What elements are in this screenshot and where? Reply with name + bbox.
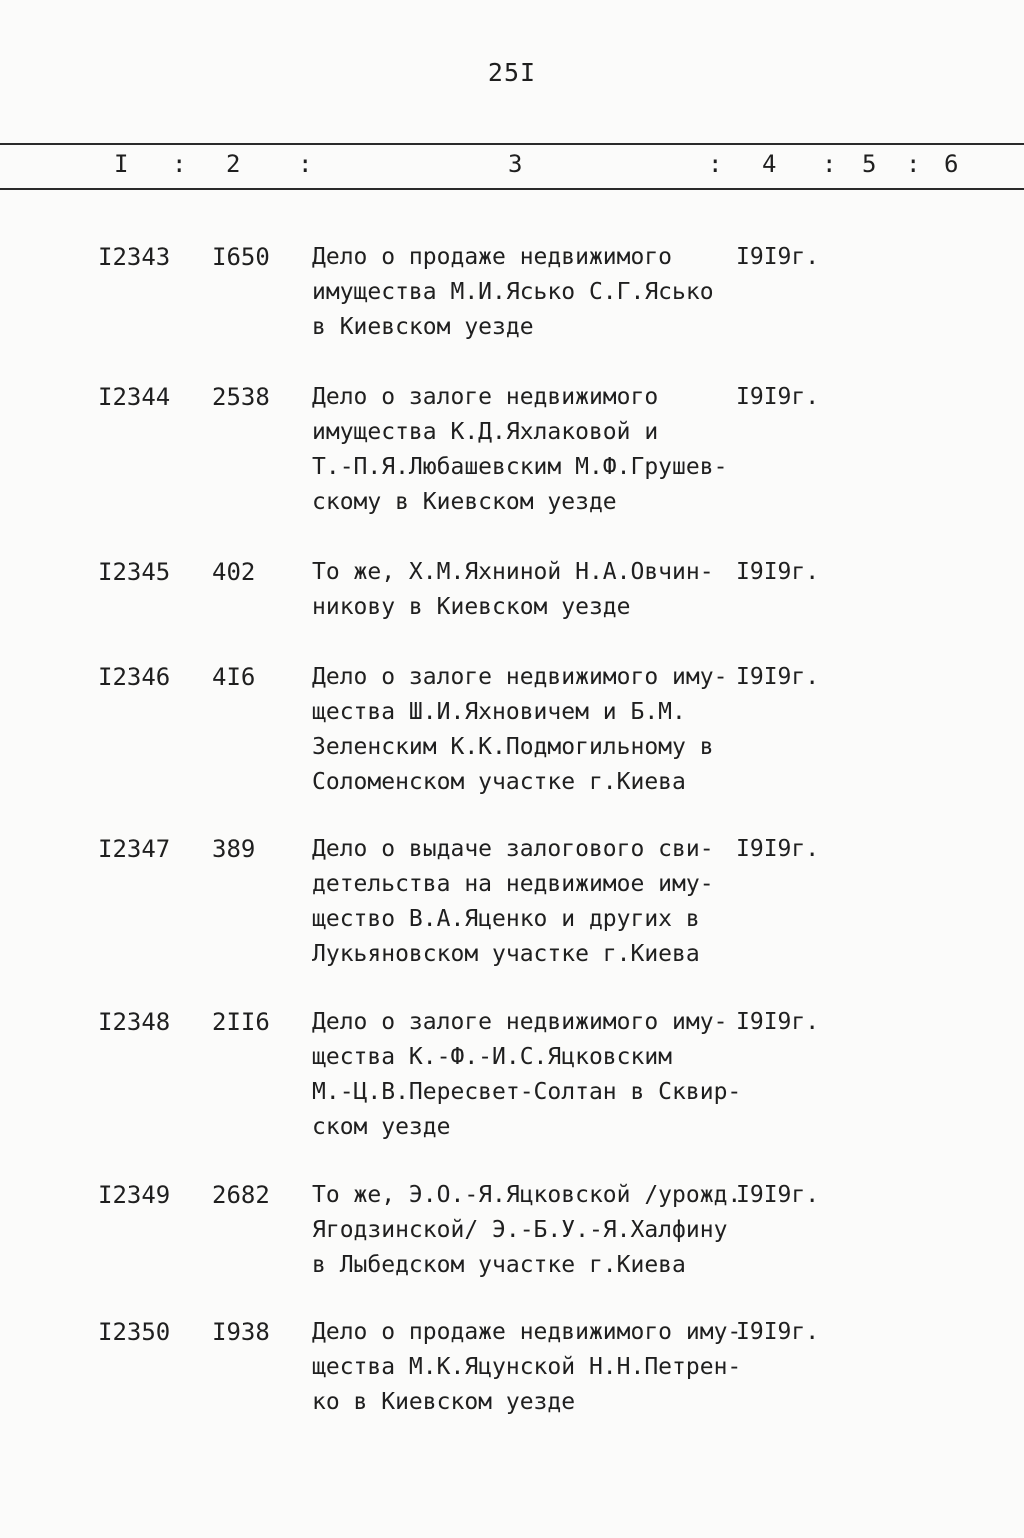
- record-date: I9I9г.: [736, 244, 820, 270]
- record-description: [312, 832, 752, 972]
- record-description-line: То же, Х.М.Яхниной Н.А.Овчин-: [312, 559, 714, 585]
- column-header-5: 5: [862, 150, 877, 178]
- record-description: [312, 1315, 752, 1420]
- record-date: I9I9г.: [736, 1009, 820, 1035]
- column-separator: :: [906, 150, 921, 178]
- record-number: I2345: [98, 558, 171, 586]
- record-number: I2343: [98, 243, 171, 271]
- record-date: I9I9г.: [736, 1319, 820, 1345]
- record-sheet-count: I938: [212, 1318, 270, 1346]
- record-sheet-count: 389: [212, 835, 256, 863]
- column-header-2: 2: [226, 150, 241, 178]
- column-header-6: 6: [944, 150, 959, 178]
- record-description: [312, 240, 752, 345]
- record-description-line: ко в Киевском уезде: [312, 1389, 576, 1415]
- record-date: I9I9г.: [736, 664, 820, 690]
- record-description-line: в Лыбедском участке г.Киева: [312, 1252, 686, 1278]
- record-description-line: щества К.-Ф.-И.С.Яцковским: [312, 1044, 673, 1070]
- record-sheet-count: 4I6: [212, 663, 256, 691]
- record-date: I9I9г.: [736, 836, 820, 862]
- record-description-line: М.-Ц.В.Пересвет-Солтан в Сквир-: [312, 1079, 742, 1105]
- record-number: I2344: [98, 383, 171, 411]
- record-sheet-count: 2538: [212, 383, 270, 411]
- record-description-line: щества Ш.И.Яхновичем и Б.М.: [312, 699, 686, 725]
- record-description-line: Дело о выдаче залогового сви-: [312, 836, 714, 862]
- column-separator: :: [822, 150, 837, 178]
- record-description-line: в Киевском уезде: [312, 314, 534, 340]
- table-header-top-rule: [0, 143, 1024, 145]
- record-description: [312, 1005, 752, 1145]
- record-description-line: Дело о залоге недвижимого иму-: [312, 664, 728, 690]
- column-header-4: 4: [762, 150, 777, 178]
- record-description: [312, 1178, 752, 1283]
- record-description: [312, 555, 752, 625]
- record-description-line: Лукьяновском участке г.Киева: [312, 941, 700, 967]
- record-description-line: никову в Киевском уезде: [312, 594, 631, 620]
- column-separator: :: [172, 150, 187, 178]
- record-description-line: щество В.А.Яценко и других в: [312, 906, 700, 932]
- record-description: [312, 380, 752, 520]
- column-header-3: 3: [508, 150, 523, 178]
- record-description-line: Дело о залоге недвижимого: [312, 384, 659, 410]
- record-number: I2349: [98, 1181, 171, 1209]
- record-sheet-count: I650: [212, 243, 270, 271]
- record-sheet-count: 2682: [212, 1181, 270, 1209]
- record-description-line: Дело о залоге недвижимого иму-: [312, 1009, 728, 1035]
- record-description-line: скому в Киевском уезде: [312, 489, 617, 515]
- record-description-line: Ягодзинской/ Э.-Б.У.-Я.Халфину: [312, 1217, 728, 1243]
- record-number: I2347: [98, 835, 171, 863]
- record-description-line: детельства на недвижимое иму-: [312, 871, 714, 897]
- record-description-line: Зеленским К.К.Подмогильному в: [312, 734, 714, 760]
- record-date: I9I9г.: [736, 384, 820, 410]
- record-number: I2350: [98, 1318, 171, 1346]
- table-header-bottom-rule: [0, 188, 1024, 190]
- record-description-line: Т.-П.Я.Любашевским М.Ф.Грушев-: [312, 454, 728, 480]
- record-date: I9I9г.: [736, 559, 820, 585]
- column-header-1: I: [114, 150, 129, 178]
- record-description-line: имущества К.Д.Яхлаковой и: [312, 419, 659, 445]
- record-date: I9I9г.: [736, 1182, 820, 1208]
- column-separator: :: [708, 150, 723, 178]
- record-description: [312, 660, 752, 800]
- page-number: 25I: [487, 58, 537, 87]
- column-separator: :: [298, 150, 313, 178]
- record-sheet-count: 2II6: [212, 1008, 270, 1036]
- record-description-line: Дело о продаже недвижимого: [312, 244, 673, 270]
- record-description-line: То же, Э.О.-Я.Яцковской /урожд.: [312, 1182, 742, 1208]
- record-number: I2346: [98, 663, 171, 691]
- record-description-line: имущества М.И.Ясько С.Г.Ясько: [312, 279, 714, 305]
- record-description-line: Дело о продаже недвижимого иму-: [312, 1319, 742, 1345]
- record-description-line: щества М.К.Яцунской Н.Н.Петрен-: [312, 1354, 742, 1380]
- record-sheet-count: 402: [212, 558, 256, 586]
- record-description-line: ском уезде: [312, 1114, 451, 1140]
- record-number: I2348: [98, 1008, 171, 1036]
- record-description-line: Соломенском участке г.Киева: [312, 769, 686, 795]
